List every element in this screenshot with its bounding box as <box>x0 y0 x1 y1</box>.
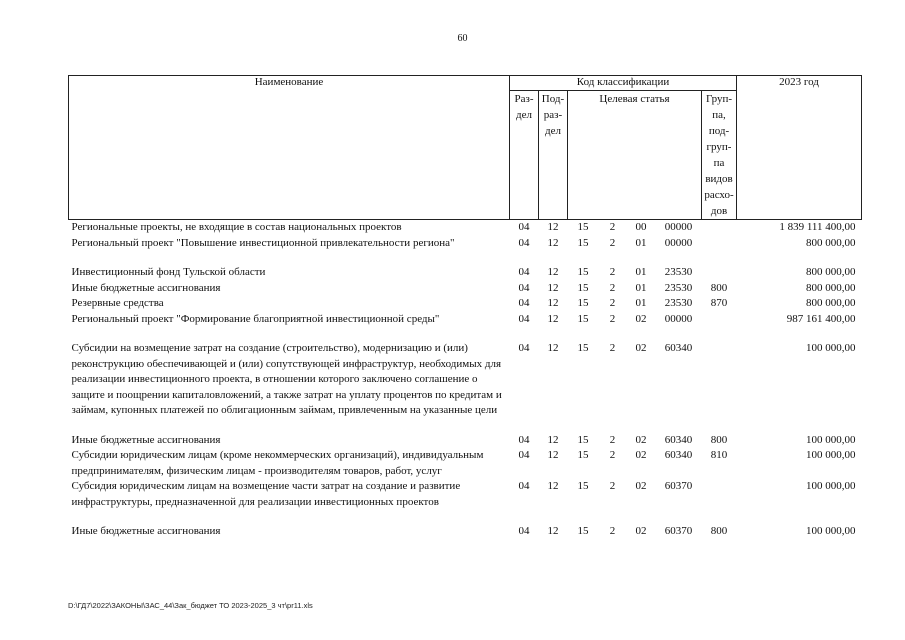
row-razdel: 04 <box>518 342 530 354</box>
row-target-2: 2 <box>609 449 616 461</box>
row-name: Региональный проект "Формирование благоприятной инвестиционной среды" <box>71 312 440 325</box>
row-podrazdel: 12 <box>547 342 559 354</box>
file-path-footer: D:\ГД7\2022\ЗАКОНЫ\ЗАС_44\Зак_бюджет ТО 2023-2025_3 чт\pr11.xls <box>68 601 313 610</box>
row-amount: 100 000,00 <box>806 480 856 492</box>
row-target-3: 02 <box>635 342 647 354</box>
row-razdel: 04 <box>518 236 530 249</box>
row-target-2: 2 <box>609 312 616 325</box>
row-group: 870 <box>710 297 728 309</box>
row-name: Иные бюджетные ассигнования <box>71 281 221 294</box>
row-target-3: 02 <box>635 433 647 446</box>
row-name: Субсидия юридическим лицам на возмещение части затрат на создание и развитие инфраструктуры, предназначенной для реализации инвестиционных проектов <box>71 480 461 508</box>
row-amount: 987 161 400,00 <box>786 312 856 325</box>
spacer-row <box>69 251 862 265</box>
row-razdel: 04 <box>518 281 530 294</box>
row-amount: 800 000,00 <box>806 236 856 249</box>
table-row <box>69 448 862 479</box>
row-target-2: 2 <box>609 266 616 278</box>
row-name: Региональный проект "Повышение инвестиционной привлекательности региона" <box>71 236 455 249</box>
spacer-row <box>69 419 862 433</box>
header-razdel: Раз- дел <box>510 91 539 220</box>
row-target-3: 02 <box>635 480 647 492</box>
row-podrazdel: 12 <box>547 236 559 249</box>
row-target-3: 02 <box>635 525 647 537</box>
row-amount: 100 000,00 <box>806 449 856 461</box>
row-target-1: 15 <box>577 433 589 446</box>
row-group: 800 <box>710 525 728 537</box>
row-name: Резервные средства <box>71 297 164 309</box>
row-podrazdel: 12 <box>547 525 559 537</box>
row-target-1: 15 <box>577 297 589 309</box>
row-group <box>702 236 737 252</box>
page-number: 60 <box>457 33 468 44</box>
spacer-row <box>69 510 862 524</box>
row-target-2: 2 <box>609 297 616 309</box>
row-target-4: 23530 <box>664 266 693 278</box>
row-razdel: 04 <box>518 297 530 309</box>
table-row <box>69 312 862 328</box>
row-target-2: 2 <box>609 525 616 537</box>
row-group: 800 <box>710 433 728 446</box>
row-target-1: 15 <box>577 449 589 461</box>
row-target-3: 01 <box>635 266 647 278</box>
row-name: Субсидии на возмещение затрат на создание (строительство), модернизацию и (или) реконструкцию обеспечивающей и (или) сопутствующей инфраструктур, необходимых для реализации инвестиционного проекта, в отношении которого заключено соглашение о защите и поощрении капиталовложений, а также затрат на уплату процентов по кредитам и займам, купонных платежей по облигационным займам, привлеченным на указанные цели <box>71 342 502 416</box>
header-classification: Код классификации <box>510 76 737 91</box>
row-amount: 100 000,00 <box>806 525 856 537</box>
row-amount: 100 000,00 <box>806 342 856 354</box>
header-name: Наименование <box>69 76 510 220</box>
row-podrazdel: 12 <box>547 221 559 233</box>
row-target-2: 2 <box>609 221 616 233</box>
table-row <box>69 524 862 540</box>
table-row <box>69 220 862 236</box>
row-razdel: 04 <box>518 525 530 537</box>
row-group <box>702 341 737 419</box>
table-row <box>69 265 862 281</box>
row-group <box>702 265 737 281</box>
row-target-4: 60370 <box>664 480 693 492</box>
row-target-4: 60370 <box>664 525 693 537</box>
row-group <box>702 479 737 510</box>
row-amount: 800 000,00 <box>806 281 856 294</box>
table-row <box>69 479 862 510</box>
row-target-2: 2 <box>609 236 616 249</box>
header-group: Груп- па, под- груп- па видов расхо- дов <box>702 91 737 220</box>
row-amount: 100 000,00 <box>806 433 856 446</box>
row-target-1: 15 <box>577 281 589 294</box>
row-target-1: 15 <box>577 525 589 537</box>
row-target-2: 2 <box>609 480 616 492</box>
row-target-3: 01 <box>635 281 647 294</box>
row-target-3: 02 <box>635 449 647 461</box>
row-group <box>702 220 737 236</box>
row-target-2: 2 <box>609 281 616 294</box>
budget-table <box>68 75 862 540</box>
row-razdel: 04 <box>518 480 530 492</box>
table-row <box>69 433 862 449</box>
row-name: Субсидии юридическим лицам (кроме некоммерческих организаций), индивидуальным предпринимателям, физическим лицам - производителям товаров, работ, услуг <box>71 449 484 477</box>
row-razdel: 04 <box>518 433 530 446</box>
row-target-4: 60340 <box>664 342 693 354</box>
row-target-4: 60340 <box>664 433 693 446</box>
row-target-1: 15 <box>577 312 589 325</box>
row-target-4: 00000 <box>664 312 693 325</box>
row-group: 800 <box>710 281 728 294</box>
row-target-1: 15 <box>577 221 589 233</box>
row-podrazdel: 12 <box>547 281 559 294</box>
row-target-4: 23530 <box>664 281 693 294</box>
row-target-4: 60340 <box>664 449 693 461</box>
budget-table-sheet <box>68 75 861 540</box>
table-row <box>69 341 862 419</box>
spacer-row <box>69 327 862 341</box>
row-podrazdel: 12 <box>547 297 559 309</box>
row-target-4: 00000 <box>664 221 693 233</box>
row-target-3: 01 <box>635 236 647 249</box>
row-podrazdel: 12 <box>547 266 559 278</box>
row-target-4: 00000 <box>664 236 693 249</box>
header-podrazdel: Под- раз- дел <box>539 91 568 220</box>
row-amount: 800 000,00 <box>806 297 856 309</box>
row-podrazdel: 12 <box>547 433 559 446</box>
row-target-3: 00 <box>635 221 647 233</box>
row-razdel: 04 <box>518 266 530 278</box>
row-target-3: 02 <box>635 312 647 325</box>
table-row <box>69 296 862 312</box>
row-target-1: 15 <box>577 266 589 278</box>
row-razdel: 04 <box>518 221 530 233</box>
header-target: Целевая статья <box>568 91 702 220</box>
table-row <box>69 281 862 297</box>
header-year: 2023 год <box>737 76 862 220</box>
row-razdel: 04 <box>518 449 530 461</box>
row-podrazdel: 12 <box>547 480 559 492</box>
row-target-2: 2 <box>609 433 616 446</box>
row-group <box>702 312 737 328</box>
row-group: 810 <box>710 449 728 461</box>
row-target-2: 2 <box>609 342 616 354</box>
row-target-1: 15 <box>577 342 589 354</box>
row-razdel: 04 <box>518 312 530 325</box>
row-target-3: 01 <box>635 297 647 309</box>
row-name: Иные бюджетные ассигнования <box>71 433 221 446</box>
row-target-4: 23530 <box>664 297 693 309</box>
row-name: Региональные проекты, не входящие в состав национальных проектов <box>71 221 402 233</box>
row-amount: 800 000,00 <box>806 266 856 278</box>
row-podrazdel: 12 <box>547 312 559 325</box>
row-podrazdel: 12 <box>547 449 559 461</box>
row-name: Иные бюджетные ассигнования <box>71 525 221 537</box>
row-name: Инвестиционный фонд Тульской области <box>71 266 266 278</box>
row-amount: 1 839 111 400,00 <box>779 221 856 233</box>
row-target-1: 15 <box>577 480 589 492</box>
row-target-1: 15 <box>577 236 589 249</box>
table-row <box>69 236 862 252</box>
